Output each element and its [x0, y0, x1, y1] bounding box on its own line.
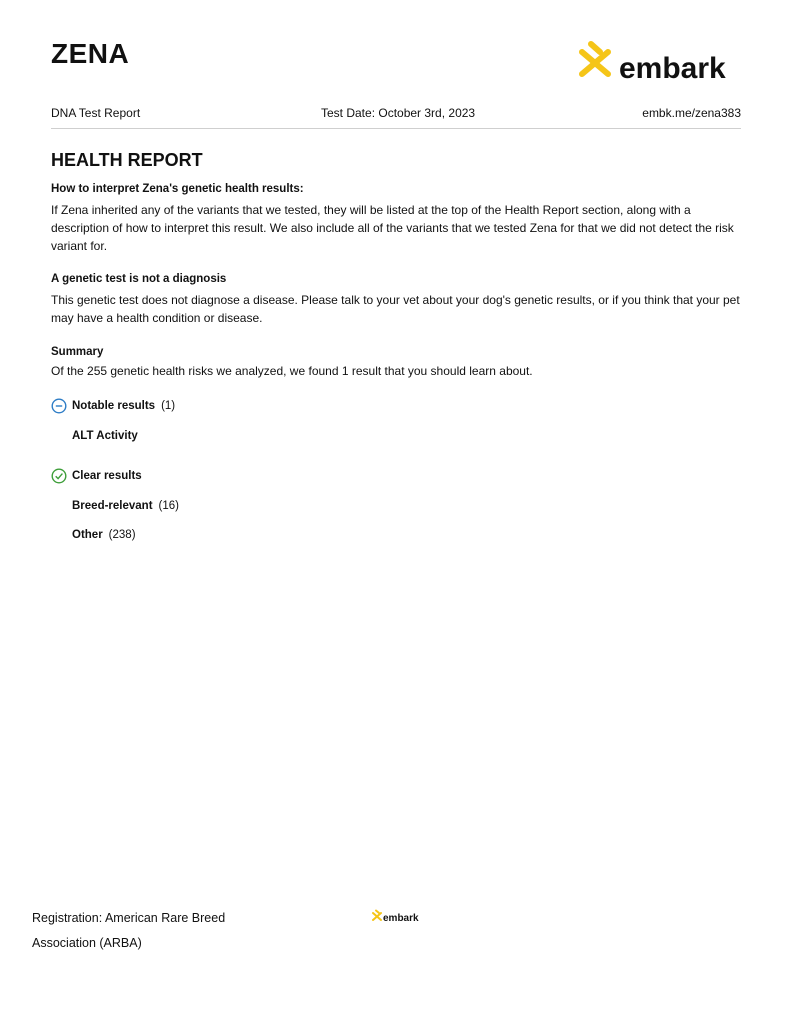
embark-logo — [575, 41, 737, 83]
clear-results-label: Clear results — [72, 470, 142, 482]
notable-item-alt-activity[interactable] — [72, 428, 138, 444]
summary-body: Of the 255 genetic health risks we analyzed, we found 1 result that you should learn about. — [51, 364, 533, 378]
notable-results-toggle[interactable] — [51, 397, 175, 415]
diagnosis-body: This genetic test does not diagnose a disease. Please talk to your vet about your dog's genetic results, or if you think that your pet may have a health condition or disease. — [51, 293, 740, 325]
check-circle-icon — [51, 468, 67, 484]
interpret-block — [51, 181, 741, 255]
minus-circle-icon — [51, 398, 67, 414]
clear-group-other[interactable] — [72, 527, 136, 543]
report-header-row — [51, 106, 741, 122]
notable-item-label: ALT Activity — [72, 430, 138, 442]
embark-bone-icon — [373, 911, 381, 921]
summary-heading: Summary — [51, 346, 104, 358]
clear-group-breed-relevant[interactable] — [72, 498, 179, 514]
report-url-link[interactable]: embk.me/zena383 — [642, 106, 741, 120]
footer-embark-logo — [371, 909, 421, 923]
svg-text:embark: embark — [619, 52, 726, 83]
test-date: Test Date: October 3rd, 2023 — [321, 106, 476, 120]
report-type: DNA Test Report — [51, 106, 141, 120]
summary-block — [51, 344, 741, 380]
footer-registration: Registration: American Rare Breed Association (ARBA) — [32, 911, 226, 950]
diagnosis-block — [51, 271, 741, 327]
interpret-body: If Zena inherited any of the variants that we tested, they will be listed at the top of the Health Report section, along with a description of how to interpret this result. We also include all of the variants that we tested Zena for that we did not detect the risk variant for. — [51, 203, 734, 253]
embark-bone-icon — [582, 44, 608, 74]
notable-results-label: Notable results — [72, 400, 156, 412]
clear-group-count: (16) — [158, 500, 179, 512]
clear-group-label: Other — [72, 529, 103, 541]
header-divider — [51, 128, 741, 129]
dog-name-title: ZENA — [51, 38, 130, 69]
interpret-heading: How to interpret Zena's genetic health results: — [51, 183, 304, 195]
clear-group-label: Breed-relevant — [72, 500, 153, 512]
clear-results-header — [51, 467, 142, 485]
svg-text:embark: embark — [383, 913, 419, 923]
diagnosis-heading: A genetic test is not a diagnosis — [51, 273, 227, 285]
section-title: HEALTH REPORT — [51, 150, 203, 170]
clear-group-count: (238) — [108, 529, 136, 541]
notable-results-count: (1) — [161, 400, 176, 412]
